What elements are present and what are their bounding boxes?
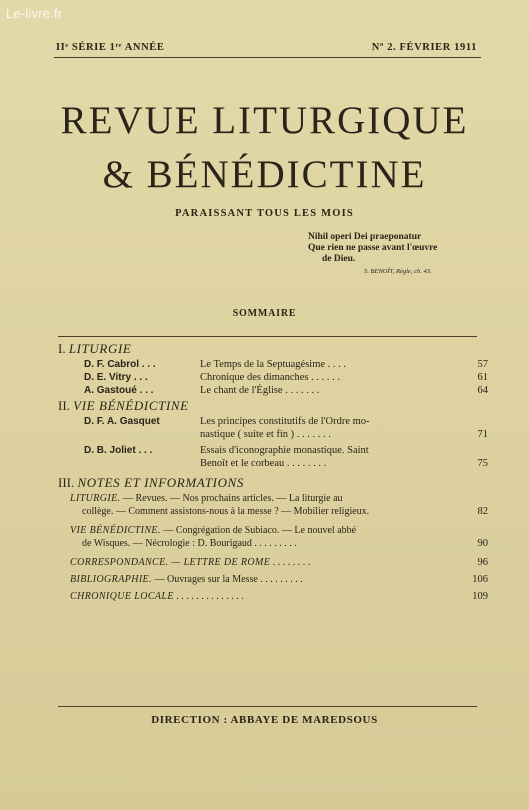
note-label: CHRONIQUE LOCALE [70,591,174,602]
section-heading-vie-benedictine: II. VIE BÉNÉDICTINE [58,398,189,413]
entry-page: 82 [477,506,488,517]
sommaire-title: SOMMAIRE [232,308,297,319]
section-heading-notes: III. NOTES ET INFORMATIONS [58,475,244,490]
top-rule [54,57,481,58]
entry-title: Le Temps de la Septuagésime . . . . [200,359,347,370]
motto-line2: Que rien ne passe avant l'œuvre [308,243,438,253]
issue-label: Nº 2. FÉVRIER 1911 [371,42,477,53]
journal-title-line2: & BÉNÉDICTINE [102,153,427,196]
entry-page: 71 [477,429,488,440]
motto-line3: de Dieu. [322,254,356,264]
entry-author: D. B. Joliet . . . [84,445,153,456]
toc-entry [58,415,488,441]
notes-entry: VIE BÉNÉDICTINE. — Congrégation de Subiaco. — Le nouvel abbé de Wisques. — Nécrologie : D. Bourigaud . . . . . . . . . 90 [70,525,488,549]
entry-page: 61 [477,372,488,383]
note-label: BIBLIOGRAPHIE. [70,574,152,585]
toc-entry [58,371,488,384]
entry-page: 96 [477,557,488,568]
entry-title: Le chant de l'Église . . . . . . . [200,385,320,396]
watermark: Le-livre.fr [6,6,63,21]
issue-header [56,42,477,53]
entry-author: D. F. A. Gasquet [84,416,160,427]
motto-source: S. BENOÎT, Règle, ch. 43. [364,268,432,275]
entry-title: Les principes constitutifs de l'Ordre mo- nastique ( suite et fin ) . . . . . . . [200,416,370,440]
section-heading-liturgie: I. LITURGIE [58,341,132,356]
toc-entry [58,444,488,470]
entry-page: 106 [472,574,488,585]
entry-page: 57 [477,359,488,370]
entry-page: 64 [477,385,488,396]
entry-title: Chronique des dimanches . . . . . . [200,372,340,383]
entry-author: A. Gastoué . . . [84,385,154,396]
notes-entry: CHRONIQUE LOCALE . . . . . . . . . . . . . . 109 [70,591,488,602]
note-label: VIE BÉNÉDICTINE. [70,525,161,536]
motto [308,232,488,275]
direction-footer: DIRECTION : ABBAYE DE MAREDSOUS [151,714,378,726]
entry-author: D. E. Vitry . . . [84,372,148,383]
motto-line1: Nihil operi Dei praeponatur [308,232,422,242]
entry-title: Essais d'iconographie monastique. Saint Benoît et le corbeau . . . . . . . . [200,445,369,469]
entry-page: 75 [477,458,488,469]
entry-page: 109 [472,591,488,602]
table-of-contents [58,340,488,603]
entry-page: 90 [477,538,488,549]
bottom-rule [58,706,477,707]
note-label: LITURGIE. [70,493,121,504]
toc-entry [58,358,488,371]
series-label: IIᵉ SÉRIE 1ʳᵉ ANNÉE [56,42,165,53]
journal-title-line1: REVUE LITURGIQUE [60,99,469,142]
journal-subtitle: PARAISSANT TOUS LES MOIS [175,208,354,219]
entry-author: D. F. Cabrol . . . [84,359,156,370]
notes-entry: LITURGIE. — Revues. — Nos prochains articles. — La liturgie au collège. — Comment assistons-nous à la messe ? — Mobilier religieux. 82 [70,493,488,517]
notes-entry: BIBLIOGRAPHIE. — Ouvrages sur la Messe . . . . . . . . . 106 [70,574,488,585]
toc-entry [58,384,488,397]
notes-entry: CORRESPONDANCE. — LETTRE DE ROME . . . . . . . . 96 [70,557,488,568]
note-label: CORRESPONDANCE. — LETTRE DE ROME [70,557,271,568]
sommaire-rule [58,336,477,337]
